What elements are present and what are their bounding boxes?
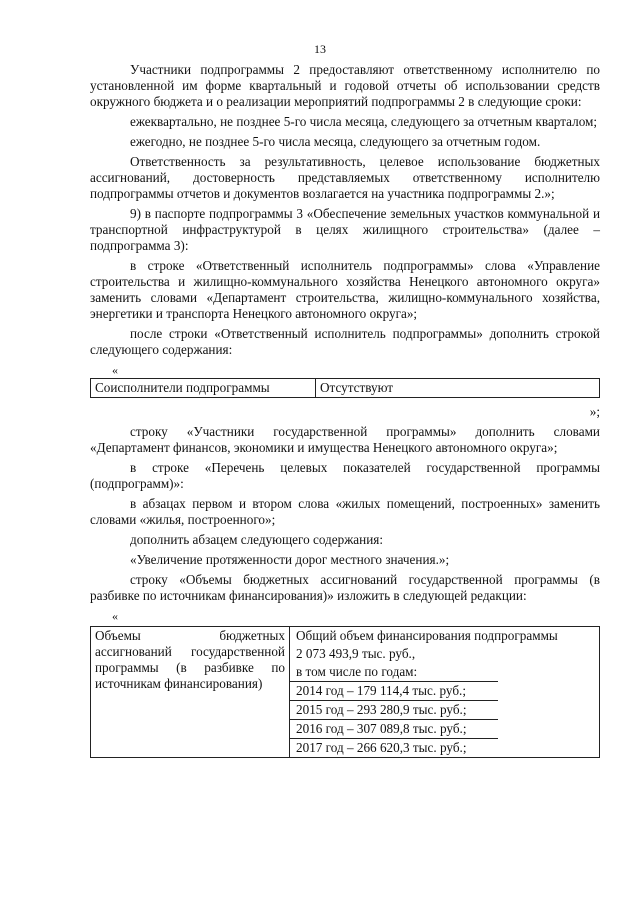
closing-quote: »;: [589, 404, 600, 419]
funding-line: 2015 год – 293 280,9 тыс. руб.;: [290, 701, 498, 720]
co-executors-table: [90, 378, 600, 398]
table-row: [91, 379, 600, 398]
paragraph: в строке «Перечень целевых показателей государственной программы (подпрограмм)»:: [90, 460, 600, 491]
funding-table: [90, 626, 600, 758]
funding-line: 2014 год – 179 114,4 тыс. руб.;: [290, 682, 498, 701]
paragraph: ежегодно, не позднее 5-го числа месяца, следующего за отчетным годом.: [130, 134, 541, 149]
paragraph: ежеквартально, не позднее 5-го числа месяца, следующего за отчетным кварталом;: [130, 114, 598, 129]
paragraph: после строки «Ответственный исполнитель подпрограммы» дополнить строкой следующего содержания:: [90, 326, 600, 357]
paragraph: дополнить абзацем следующего содержания:: [130, 532, 384, 547]
page-number: 13: [314, 42, 326, 56]
opening-quote: «: [112, 363, 118, 377]
paragraph: строку «Объемы бюджетных ассигнований государственной программы (в разбивке по источникам финансирования)» изложить в следующей редакции:: [90, 572, 600, 603]
paragraph: в строке «Ответственный исполнитель подпрограммы» слова «Управление строительства и жилищно-коммунального хозяйства Ненецкого автономного округа» заменить словами «Департамент строительства, жилищно-коммунального хозяйства, энергетики и транспорта Ненецкого автономного округа»;: [90, 258, 600, 321]
funding-line: Общий объем финансирования подпрограммы: [296, 628, 558, 643]
table-cell-label: Соисполнители подпрограммы: [91, 379, 316, 398]
table-cell-label: [91, 627, 290, 758]
paragraph: строку «Участники государственной программы» дополнить словами «Департамент финансов, экономики и имущества Ненецкого автономного округа»;: [90, 424, 600, 455]
opening-quote: «: [112, 609, 118, 623]
paragraph: Участники подпрограммы 2 предоставляют ответственному исполнителю по установленной им форме квартальный и годовой отчеты об использовании средств окружного бюджета и о реализации мероприятий подпрограммы 2 в следующие сроки:: [90, 62, 600, 109]
funding-line: в том числе по годам:: [290, 663, 498, 682]
paragraph: «Увеличение протяженности дорог местного значения.»;: [130, 552, 450, 567]
paragraph: в абзацах первом и втором слова «жилых помещений, построенных» заменить словами «жилья, построенного»;: [90, 496, 600, 527]
table-cell-value: Отсутствуют: [316, 379, 600, 398]
funding-line: 2016 год – 307 089,8 тыс. руб.;: [290, 720, 498, 739]
funding-line: 2 073 493,9 тыс. руб.,: [296, 646, 416, 661]
paragraph: 9) в паспорте подпрограммы 3 «Обеспечение земельных участков коммунальной и транспортной инфраструктурой в целях жилищного строительства» (далее – подпрограмма 3):: [90, 206, 600, 253]
table-row: [91, 627, 600, 758]
funding-label: Объемы бюджетных ассигнований государственной программы (в разбивке по источникам финансирования): [95, 628, 285, 691]
paragraph: Ответственность за результативность, целевое использование бюджетных ассигнований, достоверность представляемых ответственному исполнителю подпрограммы отчетов и документов возлагается на участника подпрограммы 2.»;: [90, 154, 600, 201]
document-body: [90, 62, 600, 758]
funding-line: 2017 год – 266 620,3 тыс. руб.;: [296, 740, 467, 755]
table-cell-value: [290, 627, 600, 758]
